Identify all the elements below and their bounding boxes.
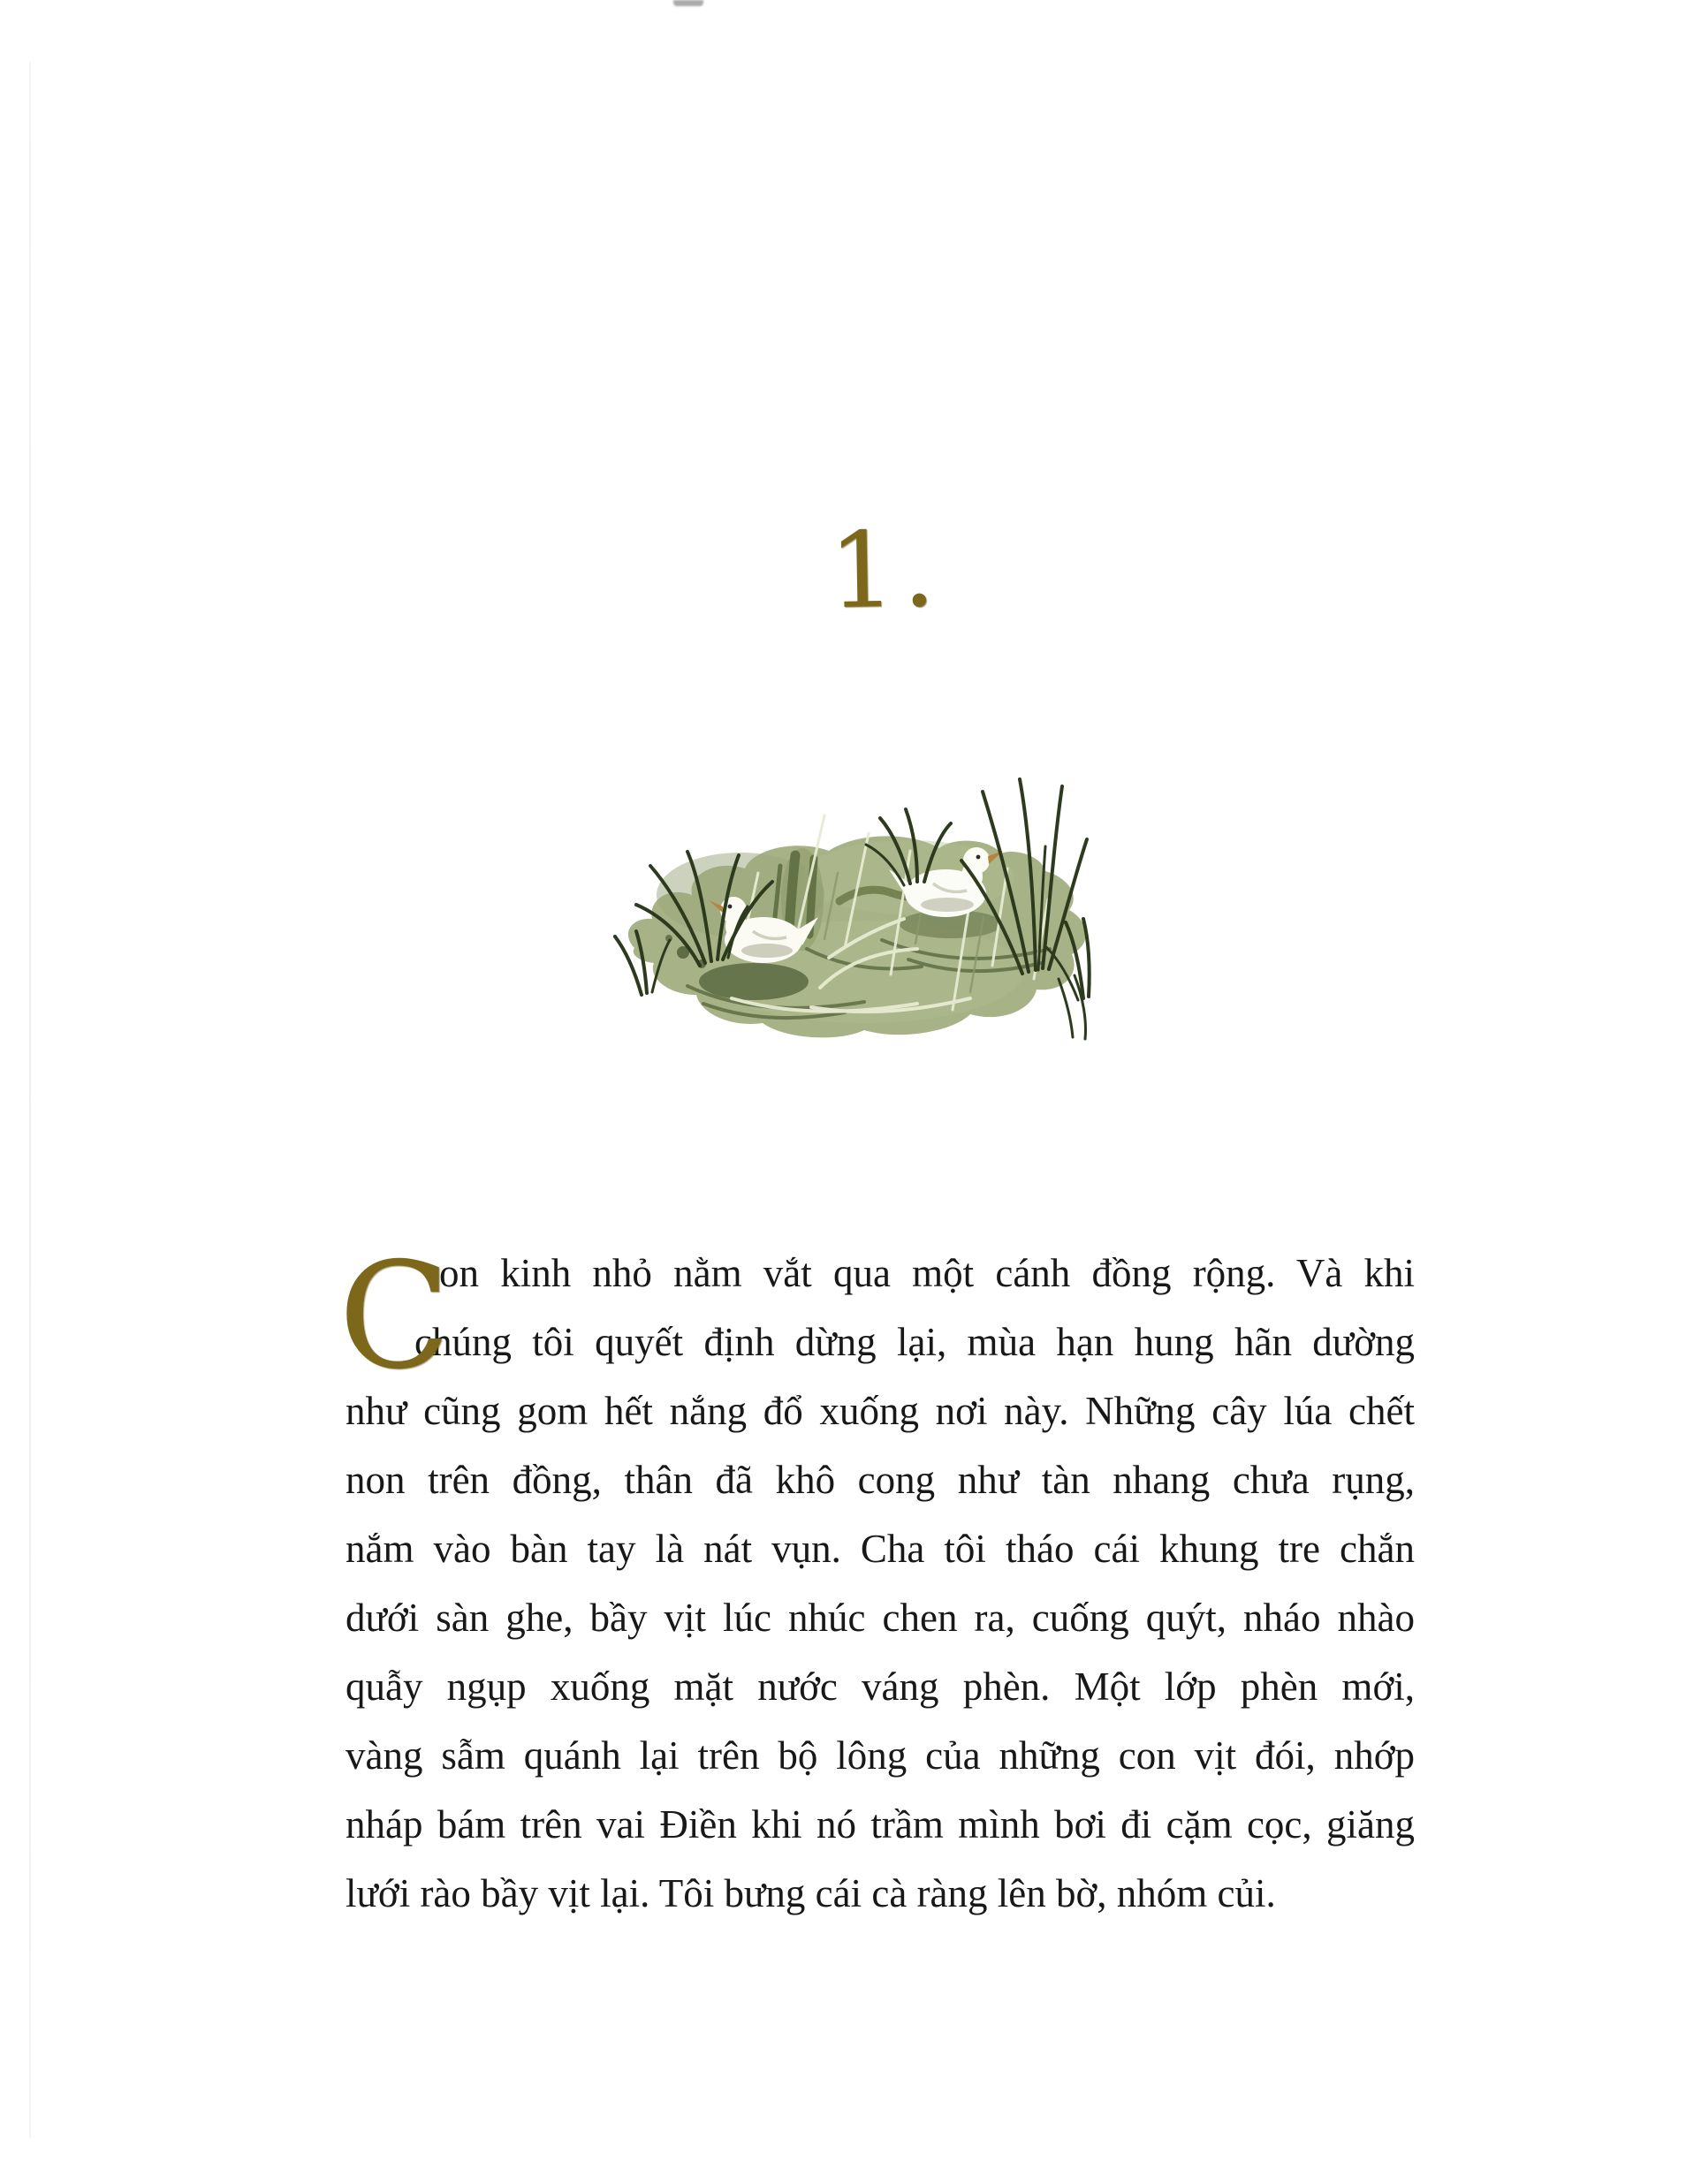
scan-smudge-artifact xyxy=(673,0,703,6)
text-line: như cũng gom hết nắng đổ xuống nơi này. Những cây lúa chết xyxy=(346,1389,1415,1433)
text-line: nắm vào bàn tay là nát vụn. Cha tôi tháo cái khung tre chắn xyxy=(346,1527,1415,1571)
text-line: non trên đồng, thân đã khô cong như tàn nhang chưa rụng, xyxy=(346,1458,1415,1502)
text-line: nháp bám trên vai Điền khi nó trầm mình bơi đi cặm cọc, giăng xyxy=(346,1802,1415,1847)
text-line: on kinh nhỏ nằm vắt qua một cánh đồng rộng. Và khi xyxy=(439,1251,1415,1295)
text-line: quẫy ngụp xuống mặt nước váng phèn. Một lớp phèn mới, xyxy=(346,1665,1415,1709)
text-line: chúng tôi quyết định dừng lại, mùa hạn hung hãn dường xyxy=(414,1320,1415,1364)
drop-cap: C xyxy=(338,1232,452,1402)
page-gutter-line xyxy=(29,62,31,2138)
pond-ducks-illustration xyxy=(599,767,1096,1051)
pond-water xyxy=(628,836,1086,1037)
body-paragraph xyxy=(338,1232,1415,1928)
text-line: vàng sẫm quánh lại trên bộ lông của những con vịt đói, nhớp xyxy=(346,1733,1415,1778)
text-line: dưới sàn ghe, bầy vịt lúc nhúc chen ra, cuống quýt, nháo nhào xyxy=(346,1596,1415,1640)
chapter-number: 1. xyxy=(827,507,944,633)
text-line: lưới rào bầy vịt lại. Tôi bưng cái cà ràng lên bờ, nhóm củi. xyxy=(346,1871,1276,1915)
